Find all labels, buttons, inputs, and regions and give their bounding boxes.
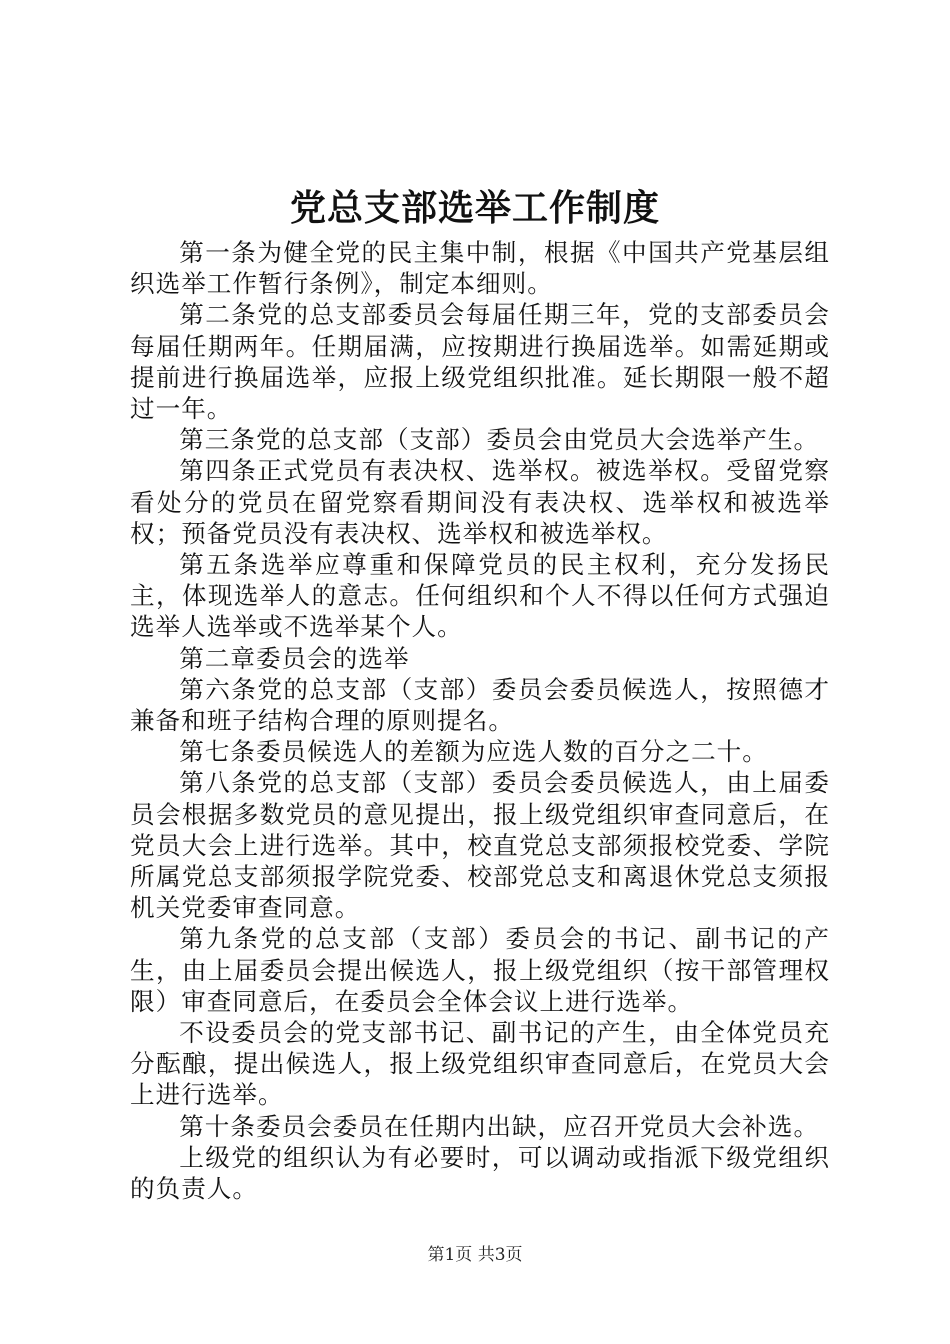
paragraph-article-5: 第五条选举应尊重和保障党员的民主权利，充分发扬民主，体现选举人的意志。任何组织和个人不得以任何方式强迫选举人选举或不选举某个人。 xyxy=(130,550,830,642)
paragraph-article-2: 第二条党的总支部委员会每届任期三年，党的支部委员会每届任期两年。任期届满，应按期进行换届选举。如需延期或提前进行换届选举，应报上级党组织批准。延长期限一般不超过一年。 xyxy=(130,300,830,424)
paragraph-article-7: 第七条委员候选人的差额为应选人数的百分之二十。 xyxy=(179,737,768,767)
chapter-heading: 第二章委员会的选举 xyxy=(179,643,410,673)
paragraph-article-3: 第三条党的总支部（支部）委员会由党员大会选举产生。 xyxy=(179,425,820,455)
paragraph-article-9: 第九条党的总支部（支部）委员会的书记、副书记的产生，由上届委员会提出候选人，报上级党组织（按干部管理权限）审查同意后，在委员会全体会议上进行选举。 xyxy=(130,924,830,1016)
paragraph-article-9-continued: 不设委员会的党支部书记、副书记的产生，由全体党员充分酝酿，提出候选人，报上级党组织审查同意后，在党员大会上进行选举。 xyxy=(130,1018,830,1110)
paragraph-article-4: 第四条正式党员有表决权、选举权。被选举权。受留党察看处分的党员在留党察看期间没有表决权、选举权和被选举权；预备党员没有表决权、选举权和被选举权。 xyxy=(130,456,830,548)
page-footer: 第1页 共3页 xyxy=(427,1245,523,1265)
paragraph-article-10: 第十条委员会委员在任期内出缺，应召开党员大会补选。 xyxy=(179,1111,820,1141)
document-body xyxy=(130,237,830,1204)
paragraph-article-6: 第六条党的总支部（支部）委员会委员候选人，按照德才兼备和班子结构合理的原则提名。 xyxy=(130,674,830,736)
paragraph-article-10-continued: 上级党的组织认为有必要时，可以调动或指派下级党组织的负责人。 xyxy=(130,1142,830,1204)
paragraph-article-8: 第八条党的总支部（支部）委员会委员候选人，由上届委员会根据多数党员的意见提出，报上级党组织审查同意后，在党员大会上进行选举。其中，校直党总支部须报校党委、学院所属党总支部须报学院党委、校部党总支和离退休党总支须报机关党委审查同意。 xyxy=(130,768,830,923)
paragraph-article-1: 第一条为健全党的民主集中制，根据《中国共产党基层组织选举工作暂行条例》，制定本细则。 xyxy=(130,238,830,299)
document-title: 党总支部选举工作制度 xyxy=(289,187,660,229)
